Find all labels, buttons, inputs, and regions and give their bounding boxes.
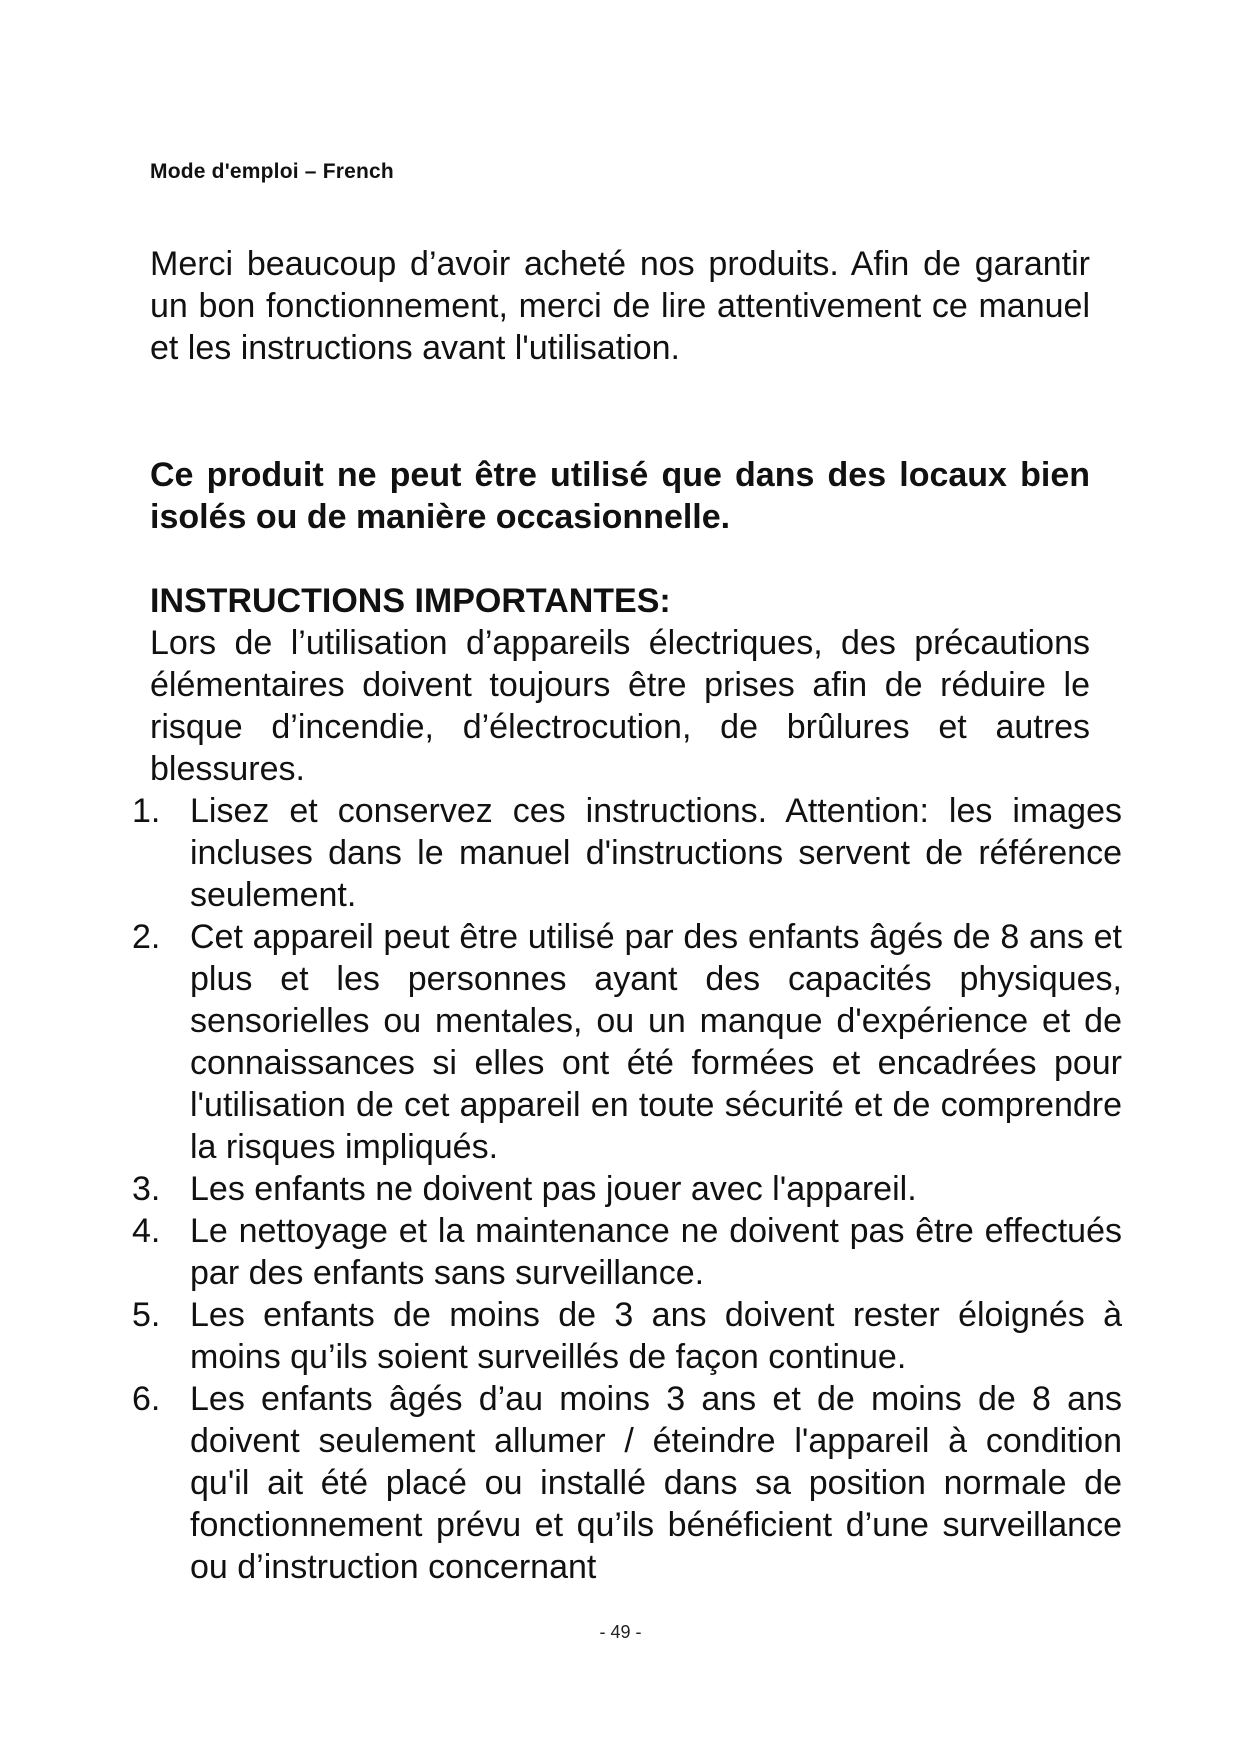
instruction-item-5 (132, 1294, 1122, 1378)
instruction-number-6: 6. (132, 1380, 161, 1418)
important-instructions-title: INSTRUCTIONS IMPORTANTES: (150, 582, 671, 620)
instruction-text-5: Les enfants de moins de 3 ans doivent rester éloignés à moins qu’ils soient surveillés de façon continue. (190, 1296, 1122, 1376)
instruction-item-1 (132, 790, 1122, 916)
page-number: - 49 - (599, 1622, 642, 1642)
intro-paragraph: Merci beaucoup d’avoir acheté nos produits. Afin de garantir un bon fonctionnement, merci de lire attentivement ce manuel et les instructions avant l'utilisation. (150, 245, 1090, 367)
usage-warning: Ce produit ne peut être utilisé que dans des locaux bien isolés ou de manière occasionnelle. (150, 456, 1090, 536)
instruction-item-2 (132, 916, 1122, 1168)
instruction-text-2: Cet appareil peut être utilisé par des enfants âgés de 8 ans et plus et les personnes ayant des capacités physiques, sensorielles ou mentales, ou un manque d'expérience et de connaissances si elles ont été formées et encadrées pour l'utilisation de cet appareil en toute sécurité et de comprendre la risques impliqués. (190, 918, 1122, 1166)
instruction-number-3: 3. (132, 1170, 161, 1208)
instruction-item-4 (132, 1210, 1122, 1294)
instruction-text-6: Les enfants âgés d’au moins 3 ans et de moins de 8 ans doivent seulement allumer / éteindre l'appareil à condition qu'il ait été placé ou installé dans sa position normale de fonctionnement prévu et qu’ils bénéficient d’une surveillance ou d’instruction concernant (190, 1380, 1122, 1586)
instruction-number-1: 1. (132, 792, 161, 830)
instructions-intro: Lors de l’utilisation d’appareils électriques, des précautions élémentaires doivent toujours être prises afin de réduire le risque d’incendie, d’électrocution, de brûlures et autres blessures. (150, 624, 1090, 788)
instruction-item-3 (132, 1168, 1122, 1210)
instruction-item-6 (132, 1378, 1122, 1588)
instruction-number-2: 2. (132, 918, 161, 956)
instruction-text-1: Lisez et conservez ces instructions. Attention: les images incluses dans le manuel d'instructions servent de référence seulement. (190, 792, 1122, 914)
instructions-list (132, 790, 1122, 1588)
instruction-number-4: 4. (132, 1212, 161, 1250)
instruction-number-5: 5. (132, 1296, 161, 1334)
page-header: Mode d'emploi – French (150, 160, 394, 183)
instruction-text-4: Le nettoyage et la maintenance ne doivent pas être effectués par des enfants sans surveillance. (190, 1212, 1122, 1292)
instruction-text-3: Les enfants ne doivent pas jouer avec l'appareil. (190, 1170, 917, 1208)
